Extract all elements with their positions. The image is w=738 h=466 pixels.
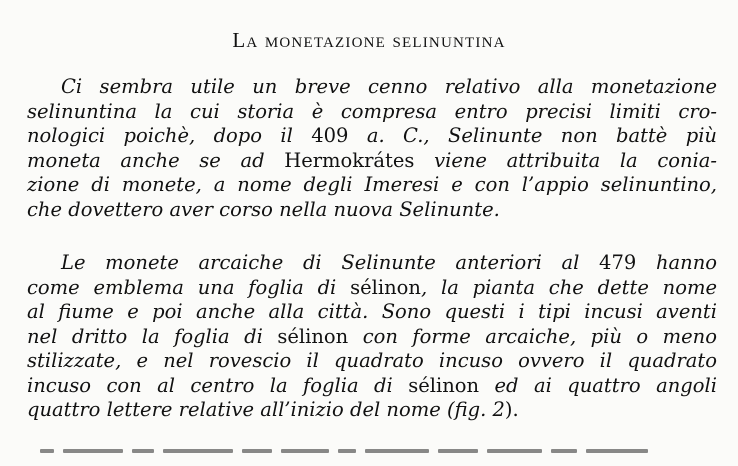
upright-text: 409 [311, 124, 349, 147]
text-line [27, 251, 717, 276]
italic-text: , la pianta che dette nome [420, 275, 717, 299]
text-line [27, 124, 717, 149]
text-line [27, 149, 717, 174]
text-line [27, 398, 717, 423]
upright-text: Hermokrátes [284, 148, 415, 172]
text-line [27, 173, 717, 198]
text-line [27, 349, 717, 374]
text-line [27, 276, 717, 301]
italic-text: Le monete arcaiche di Selinunte anteriori al [61, 251, 600, 274]
text-line [27, 325, 717, 350]
italic-text: fig. 2 [454, 398, 505, 421]
upright-text: ). [504, 398, 519, 421]
italic-text: zione di monete, a nome degli Imeresi e con l’appio selinuntino, [27, 173, 717, 196]
upright-text: 479 [599, 251, 637, 274]
upright-text: sélinon [408, 373, 480, 397]
text-line [27, 198, 717, 223]
upright-text: sélinon [277, 324, 349, 348]
italic-text: a. C., Selinunte non battè più [348, 124, 717, 147]
text-line [27, 75, 717, 100]
italic-text: come emblema una foglia di [27, 275, 351, 299]
italic-text: che dovettero aver corso nella nuova Selinunte. [27, 197, 500, 221]
italic-text: viene attribuita la conia- [414, 148, 717, 172]
italic-text: stilizzate, e nel rovescio il quadrato incuso ovvero il quadrato [27, 349, 717, 372]
text-line [27, 300, 717, 325]
italic-text: nologici poichè, dopo il [27, 124, 312, 147]
italic-text: Ci sembra utile un breve cenno relativo alla monetazione [61, 75, 717, 98]
italic-text: incuso con al centro la foglia di [27, 373, 409, 397]
italic-text: selinuntina la cui storia è compresa entro precisi limiti cro- [27, 99, 717, 123]
cut-off-next-line [40, 449, 700, 457]
paragraph-2 [27, 251, 717, 423]
italic-text: hanno [636, 251, 717, 274]
italic-text: moneta anche se ad [27, 148, 285, 172]
upright-text: sélinon [350, 275, 421, 299]
italic-text: al fiume e poi anche alla città. Sono questi i tipi incusi aventi [27, 300, 717, 323]
italic-text: nel dritto la foglia di [27, 324, 278, 348]
italic-text: con forme arcaiche, più o meno [348, 324, 717, 348]
text-line [27, 374, 717, 399]
italic-text: ed ai quattro angoli [479, 373, 717, 397]
italic-text: quattro lettere relative all’inizio del nome ( [27, 398, 455, 421]
text-line [27, 100, 717, 125]
section-title: La monetazione selinuntina [232, 28, 506, 52]
paragraph-1 [27, 75, 717, 222]
